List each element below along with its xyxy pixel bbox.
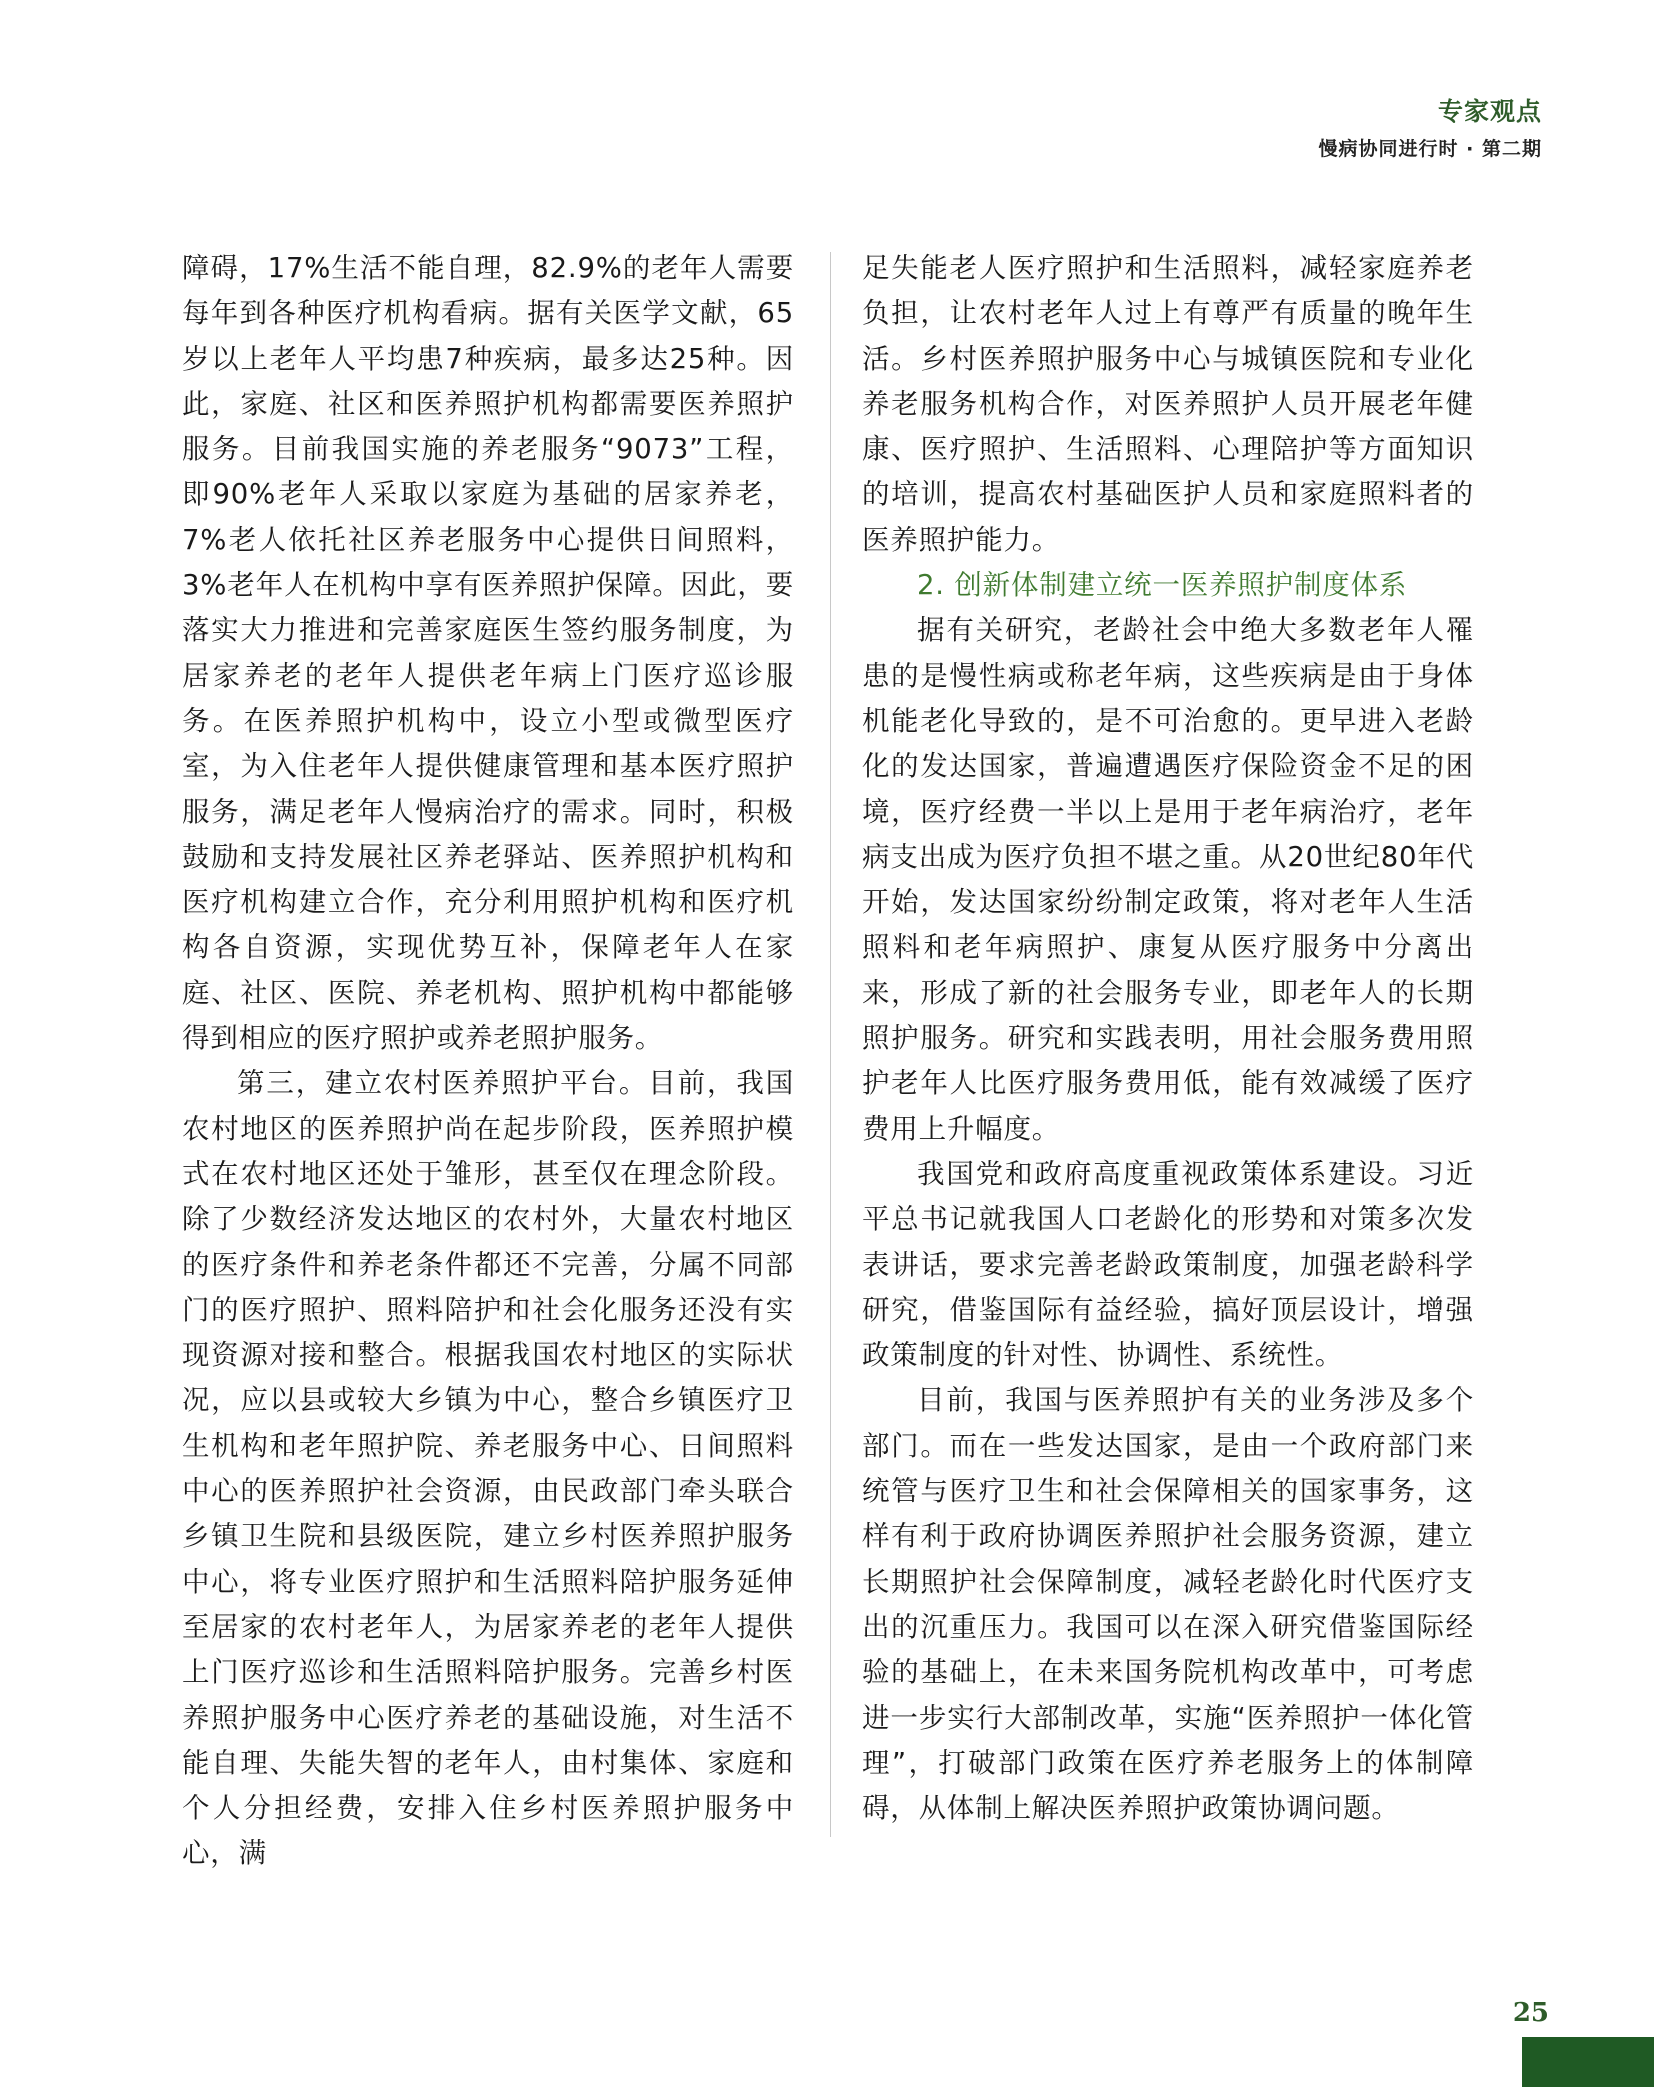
section-title: 专家观点 — [1437, 97, 1542, 126]
column-divider — [830, 252, 831, 1837]
subheading: 2. 创新体制建立统一医养照护制度体系 — [917, 569, 1408, 602]
right-paragraph-4: 目前，我国与医养照护有关的业务涉及多个部门。而在一些发达国家，是由一个政府部门来统管与医疗卫生和社会保障相关的国家事务，这样有利于政府协调医养照护社会服务资源，建立长期照护社会保障制度，减轻老龄化时代医疗支出的沉重压力。我国可以在深入研究借鉴国际经验的基础上，在未来国务院机构改革中，可考虑进一步实行大部制改革，实施“医养照护一体化管理”，打破部门政策在医疗养老服务上的体制障碍，从体制上解决医养照护政策协调问题。 — [862, 1384, 1474, 1825]
left-paragraph-1: 障碍，17%生活不能自理，82.9%的老年人需要每年到各种医疗机构看病。据有关医学文献，65岁以上老年人平均患7种疾病，最多达25种。因此，家庭、社区和医养照护机构都需要医养照护服务。目前我国实施的养老服务“9073”工程，即90%老年人采取以家庭为基础的居家养老，7%老人依托社区养老服务中心提供日间照料，3%老年人在机构中享有医养照护保障。因此，要落实大力推进和完善家庭医生签约服务制度，为居家养老的老年人提供老年病上门医疗巡诊服务。在医养照护机构中，设立小型或微型医疗室，为入住老年人提供健康管理和基本医疗照护服务，满足老年人慢病治疗的需求。同时，积极鼓励和支持发展社区养老驿站、医养照护机构和医疗机构建立合作，充分利用照护机构和医疗机构各自资源，实现优势互补，保障老年人在家庭、社区、医院、养老机构、照护机构中都能够得到相应的医疗照护或养老照护服务。 — [182, 252, 794, 1055]
right-paragraph-3: 我国党和政府高度重视政策体系建设。习近平总书记就我国人口老龄化的形势和对策多次发表讲话，要求完善老龄政策制度，加强老龄科学研究，借鉴国际有益经验，搞好顶层设计，增强政策制度的针对性、协调性、系统性。 — [862, 1157, 1474, 1372]
left-paragraph-2: 第三，建立农村医养照护平台。目前，我国农村地区的医养照护尚在起步阶段，医养照护模式在农村地区还处于雏形，甚至仅在理念阶段。除了少数经济发达地区的农村外，大量农村地区的医疗条件和养老条件都还不完善，分属不同部门的医疗照护、照料陪护和社会化服务还没有实现资源对接和整合。根据我国农村地区的实际状况，应以县或较大乡镇为中心，整合乡镇医疗卫生机构和老年照护院、养老服务中心、日间照料中心的医养照护社会资源，由民政部门牵头联合乡镇卫生院和县级医院，建立乡村医养照护服务中心，将专业医疗照护和生活照料陪护服务延伸至居家的农村老年人，为居家养老的老年人提供上门医疗巡诊和生活照料陪护服务。完善乡村医养照护服务中心医疗养老的基础设施，对生活不能自理、失能失智的老年人，由村集体、家庭和个人分担经费，安排入住乡村医养照护服务中心，满 — [182, 1067, 794, 1870]
right-paragraph-1: 足失能老人医疗照护和生活照料，减轻家庭养老负担，让农村老年人过上有尊严有质量的晚年生活。乡村医养照护服务中心与城镇医院和专业化养老服务机构合作，对医养照护人员开展老年健康、医疗照护、生活照料、心理陪护等方面知识的培训，提高农村基础医护人员和家庭照料者的医养照护能力。 — [862, 252, 1474, 556]
series-title: 慢病协同进行时 · 第二期 — [1318, 138, 1542, 160]
right-column — [862, 246, 1474, 1831]
corner-color-block — [1522, 2037, 1654, 2087]
right-paragraph-2: 据有关研究，老龄社会中绝大多数老年人罹患的是慢性病或称老年病，这些疾病是由于身体机能老化导致的，是不可治愈的。更早进入老龄化的发达国家，普遍遭遇医疗保险资金不足的困境，医疗经费一半以上是用于老年病治疗，老年病支出成为医疗负担不堪之重。从20世纪80年代开始，发达国家纷纷制定政策，将对老年人生活照料和老年病照护、康复从医疗服务中分离出来，形成了新的社会服务专业，即老年人的长期照护服务。研究和实践表明，用社会服务费用照护老年人比医疗服务费用低，能有效减缓了医疗费用上升幅度。 — [862, 614, 1474, 1145]
page-number: 25 — [1512, 1998, 1549, 2028]
left-column — [182, 246, 794, 1877]
page-header — [1319, 92, 1542, 161]
